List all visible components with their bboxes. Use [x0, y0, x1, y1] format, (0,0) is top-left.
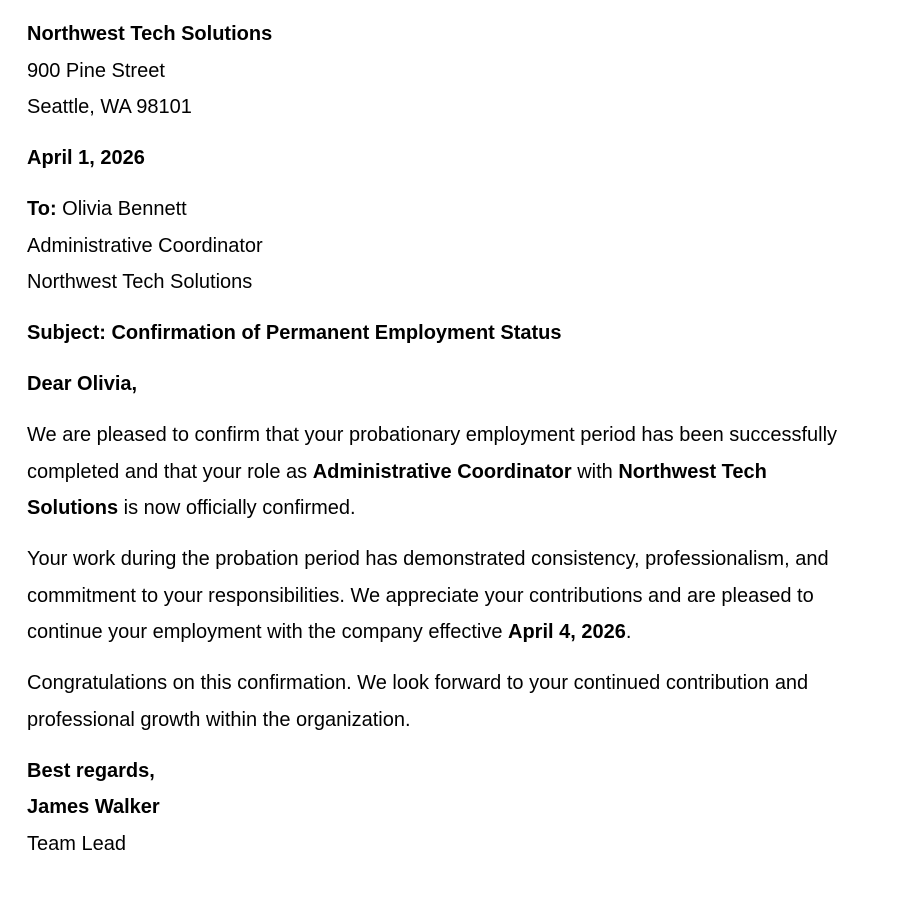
sender-address-street: 900 Pine Street [27, 59, 165, 82]
recipient-title: Administrative Coordinator [27, 234, 263, 257]
to-label: To: [27, 198, 57, 220]
body-p1-text: with [571, 460, 619, 483]
body-paragraph-1 [27, 417, 849, 527]
body-p2-text: Your work during the probation period has demonstrated consistency, professionalism, and commitment to your responsibilities. We appreciate your contributions and are pleased to continue your employment with the company effective [27, 548, 829, 643]
recipient-name: Olivia Bennett [56, 198, 187, 220]
body-paragraph-3: Congratulations on this confirmation. We look forward to your continued contribution and professional growth within the organization. [27, 672, 809, 731]
body-p1-text: We are pleased to confirm that your probationary employment period has been successfully completed and that your role as [27, 424, 838, 483]
signer-name: James Walker [27, 796, 160, 818]
sender-address-city: Seattle, WA 98101 [27, 96, 192, 118]
sender-block [27, 16, 849, 126]
body-p1-text: is now officially confirmed. [118, 497, 356, 519]
body-p2-text: . [625, 621, 632, 643]
sender-company: Northwest Tech Solutions [27, 23, 273, 45]
recipient-company: Northwest Tech Solutions [27, 271, 253, 293]
subject-line: Subject: Confirmation of Permanent Employment Status [27, 322, 562, 344]
signer-title: Team Lead [27, 832, 126, 855]
body-p2-date-bold: April 4, 2026 [508, 621, 626, 643]
closing-regards: Best regards, [27, 759, 155, 782]
recipient-block [27, 191, 849, 301]
body-paragraph-2 [27, 541, 849, 651]
letter-date: April 1, 2026 [27, 147, 145, 169]
recipient-line [27, 191, 849, 228]
body-p1-company-bold: Northwest Tech Solutions [27, 460, 767, 519]
closing-block [27, 753, 849, 863]
salutation: Dear Olivia, [27, 373, 138, 395]
body-p1-role-bold: Administrative Coordinator [312, 460, 572, 483]
